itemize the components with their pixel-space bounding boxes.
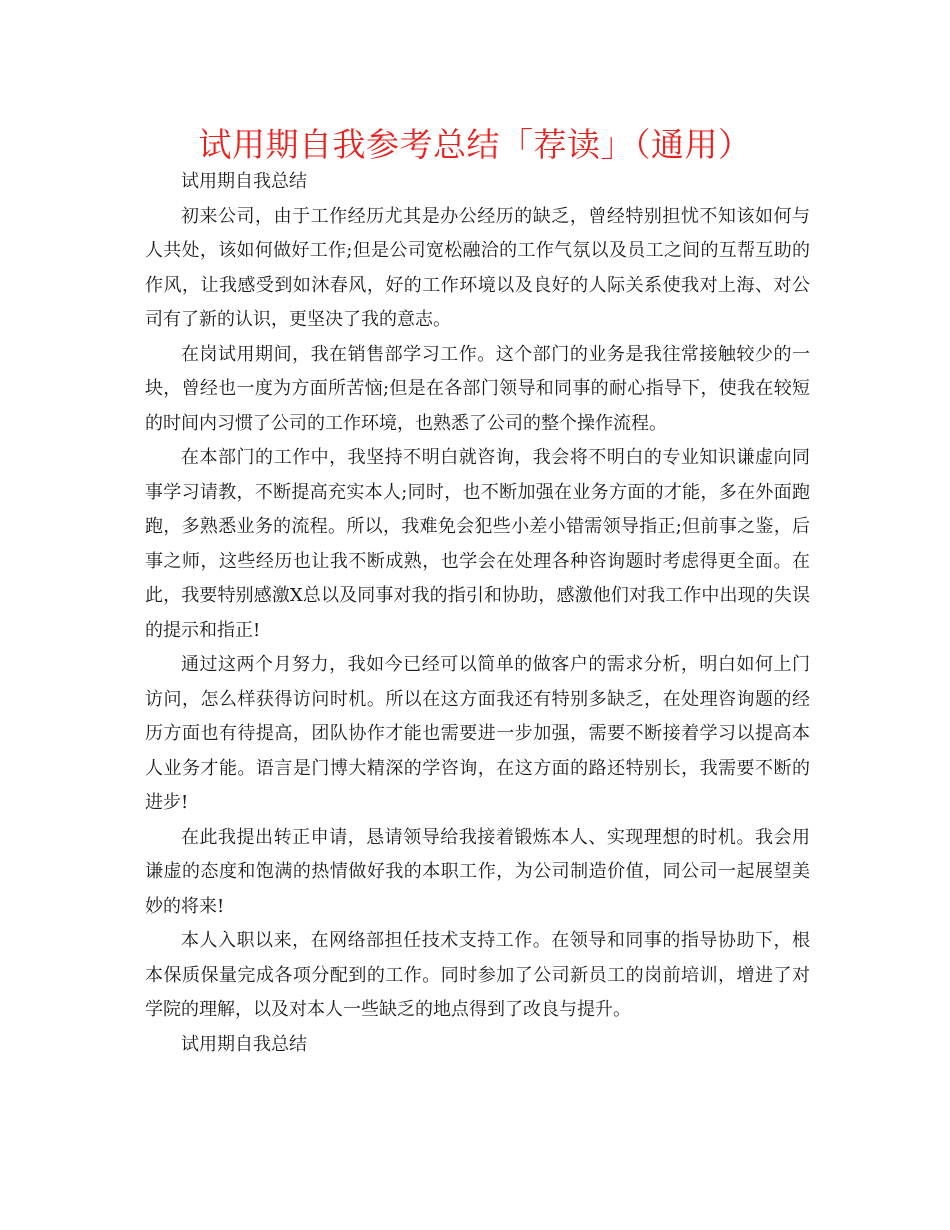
document-title: 试用期自我参考总结「荐读」（通用） <box>198 125 752 164</box>
paragraph: 通过这两个月努力，我如今已经可以简单的做客户的需求分析，明白如何上门访问，怎么样获得访问时机。所以在这方面我还有特别多缺乏，在处理咨询题的经历方面也有待提高，团队协作才能也需要进一步加强，需要不断接着学习以提高本人业务才能。语言是门博大精深的学咨询，在这方面的路还特别长，我需要不断的进步! <box>145 654 810 813</box>
paragraph: 在此我提出转正申请，恳请领导给我接着锻炼本人、实现理想的时机。我会用谦虚的态度和饱满的热情做好我的本职工作，为公司制造价值，同公司一起展望美妙的将来! <box>145 826 810 917</box>
paragraph: 在本部门的工作中，我坚持不明白就咨询，我会将不明白的专业知识谦虚向同事学习请教，不断提高充实本人;同时，也不断加强在业务方面的才能，多在外面跑跑，多熟悉业务的流程。所以，我难免会犯些小差小错需领导指正;但前事之鉴，后事之师，这些经历也让我不断成熟，也学会在处理各种咨询题时考虑得更全面。在此，我要特别感激X总以及同事对我的指引和协助，感激他们对我工作中出现的失误的提示和指正! <box>145 447 810 641</box>
paragraph-heading-2: 试用期自我总结 <box>181 1033 307 1055</box>
document-body <box>145 165 810 1062</box>
paragraph-heading-1: 试用期自我总结 <box>181 171 307 192</box>
paragraph: 在岗试用期间，我在销售部学习工作。这个部门的业务是我往常接触较少的一块，曾经也一度为方面所苦恼;但是在各部门领导和同事的耐心指导下，使我在较短的时间内习惯了公司的工作环境，也熟悉了公司的整个操作流程。 <box>145 343 810 434</box>
paragraph: 初来公司，由于工作经历尤其是办公经历的缺乏，曾经特别担忧不知该如何与人共处，该如何做好工作;但是公司宽松融洽的工作气氛以及员工之间的互帮互助的作风，让我感受到如沐春风，好的工作环境以及良好的人际关系使我对上海、对公司有了新的认识，更坚决了我的意志。 <box>145 205 810 330</box>
paragraph: 本人入职以来，在网络部担任技术支持工作。在领导和同事的指导协助下，根本保质保量完成各项分配到的工作。同时参加了公司新员工的岗前培训，增进了对学院的理解，以及对本人一些缺乏的地点得到了改良与提升。 <box>145 930 810 1020</box>
